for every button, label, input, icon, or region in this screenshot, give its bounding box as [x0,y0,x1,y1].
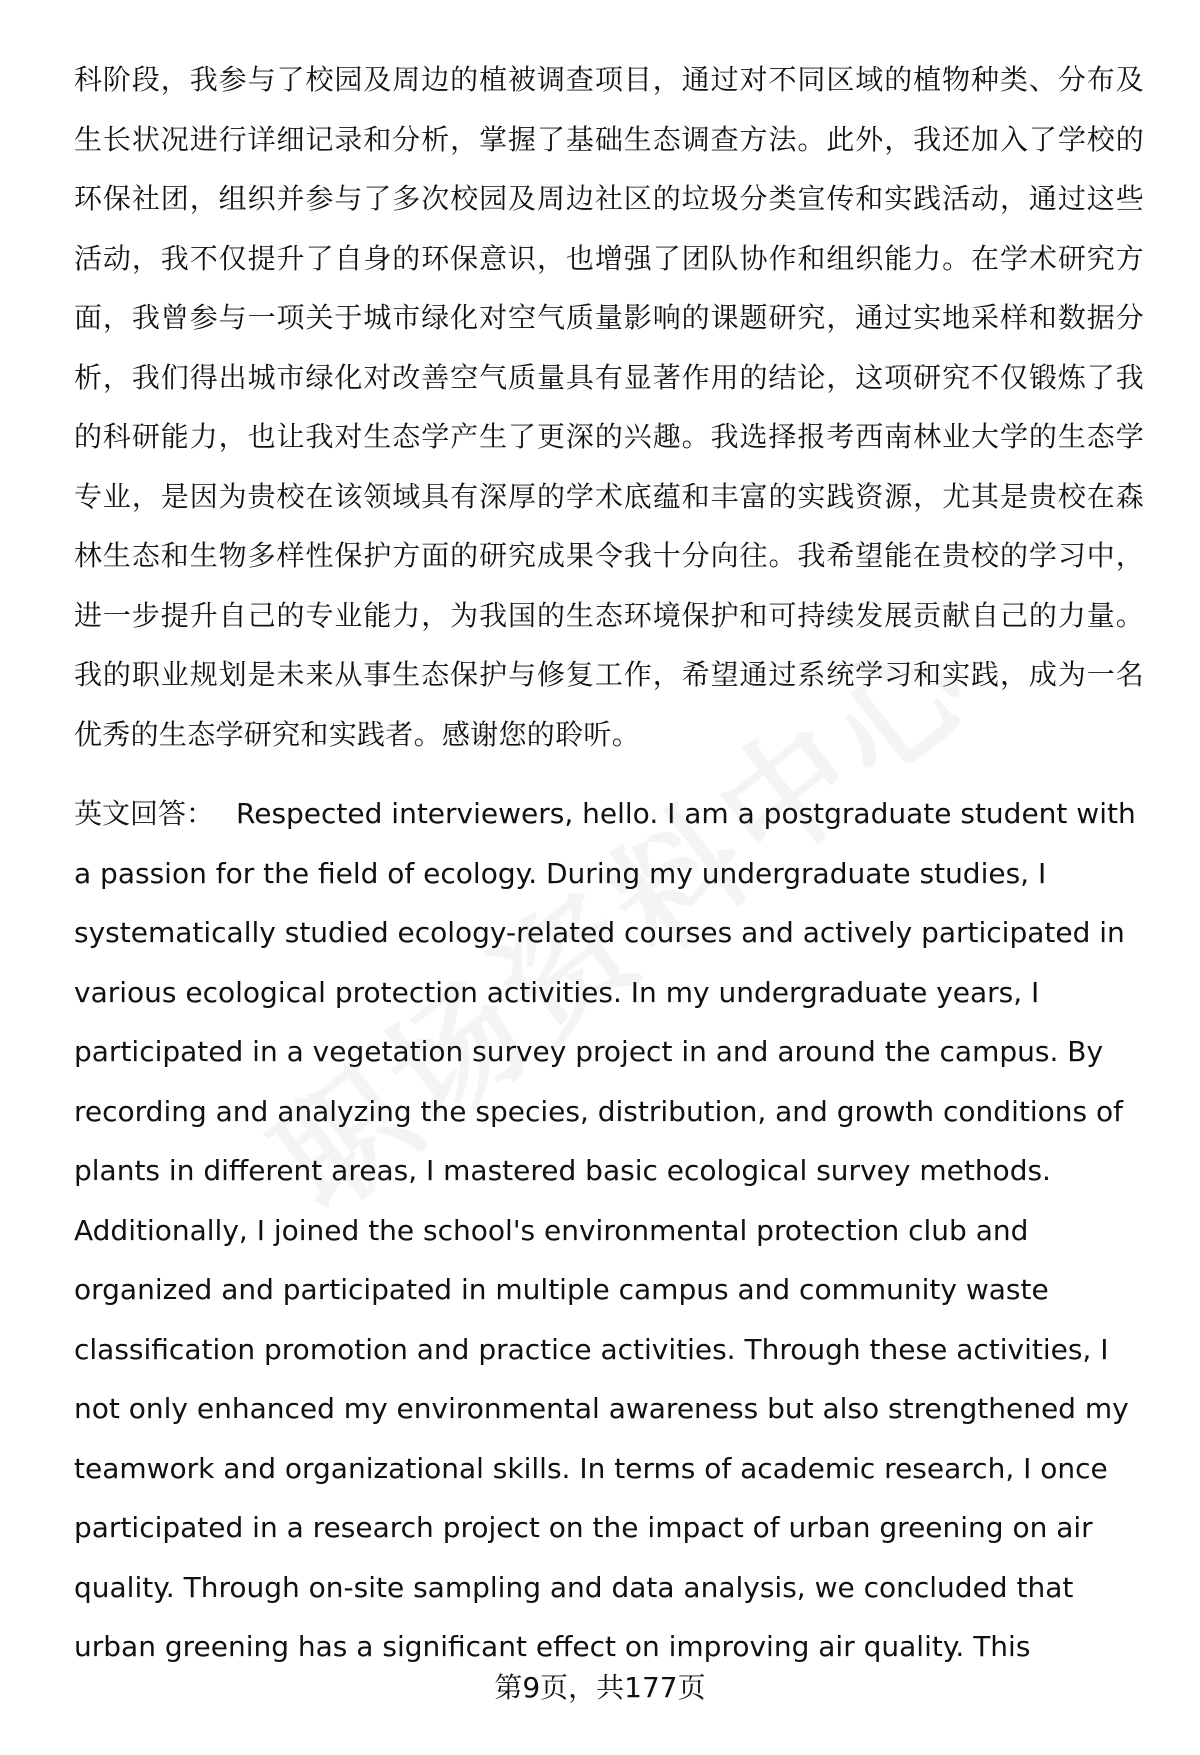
english-answer-paragraph [74,784,1144,1677]
document-body [74,50,1144,1677]
english-answer-label: 英文回答： [74,797,215,830]
english-answer-text: Respected interviewers, hello. I am a postgraduate student with a passion for the field of ecology. During my undergraduate studies, I systematically studied ecology-related courses and actively participated in various ecological protection activities. In my undergraduate years, I participated in a vegetation survey project in and around the campus. By recording and analyzing the species, distribution, and growth conditions of plants in different areas, I mastered basic ecological survey methods. Additionally, I joined the school's environmental protection club and organized and participated in multiple campus and community waste classification promotion and practice activities. Through these activities, I not only enhanced my environmental awareness but also strengthened my teamwork and organizational skills. In terms of academic research, I once participated in a research project on the impact of urban greening on air quality. Through on-site sampling and data analysis, we concluded that urban greening has a significant effect on improving air quality. This [74,797,1136,1663]
page-indicator: 第9页，共177页 [494,1671,706,1704]
chinese-answer-paragraph: 科阶段，我参与了校园及周边的植被调查项目，通过对不同区域的植物种类、分布及生长状况进行详细记录和分析，掌握了基础生态调查方法。此外，我还加入了学校的环保社团，组织并参与了多次校园及周边社区的垃圾分类宣传和实践活动，通过这些活动，我不仅提升了自身的环保意识，也增强了团队协作和组织能力。在学术研究方面，我曾参与一项关于城市绿化对空气质量影响的课题研究，通过实地采样和数据分析，我们得出城市绿化对改善空气质量具有显著作用的结论，这项研究不仅锻炼了我的科研能力，也让我对生态学产生了更深的兴趣。我选择报考西南林业大学的生态学专业，是因为贵校在该领域具有深厚的学术底蕴和丰富的实践资源，尤其是贵校在森林生态和生物多样性保护方面的研究成果令我十分向往。我希望能在贵校的学习中，进一步提升自己的专业能力，为我国的生态环境保护和可持续发展贡献自己的力量。我的职业规划是未来从事生态保护与修复工作，希望通过系统学习和实践，成为一名优秀的生态学研究和实践者。感谢您的聆听。 [74,63,1144,751]
